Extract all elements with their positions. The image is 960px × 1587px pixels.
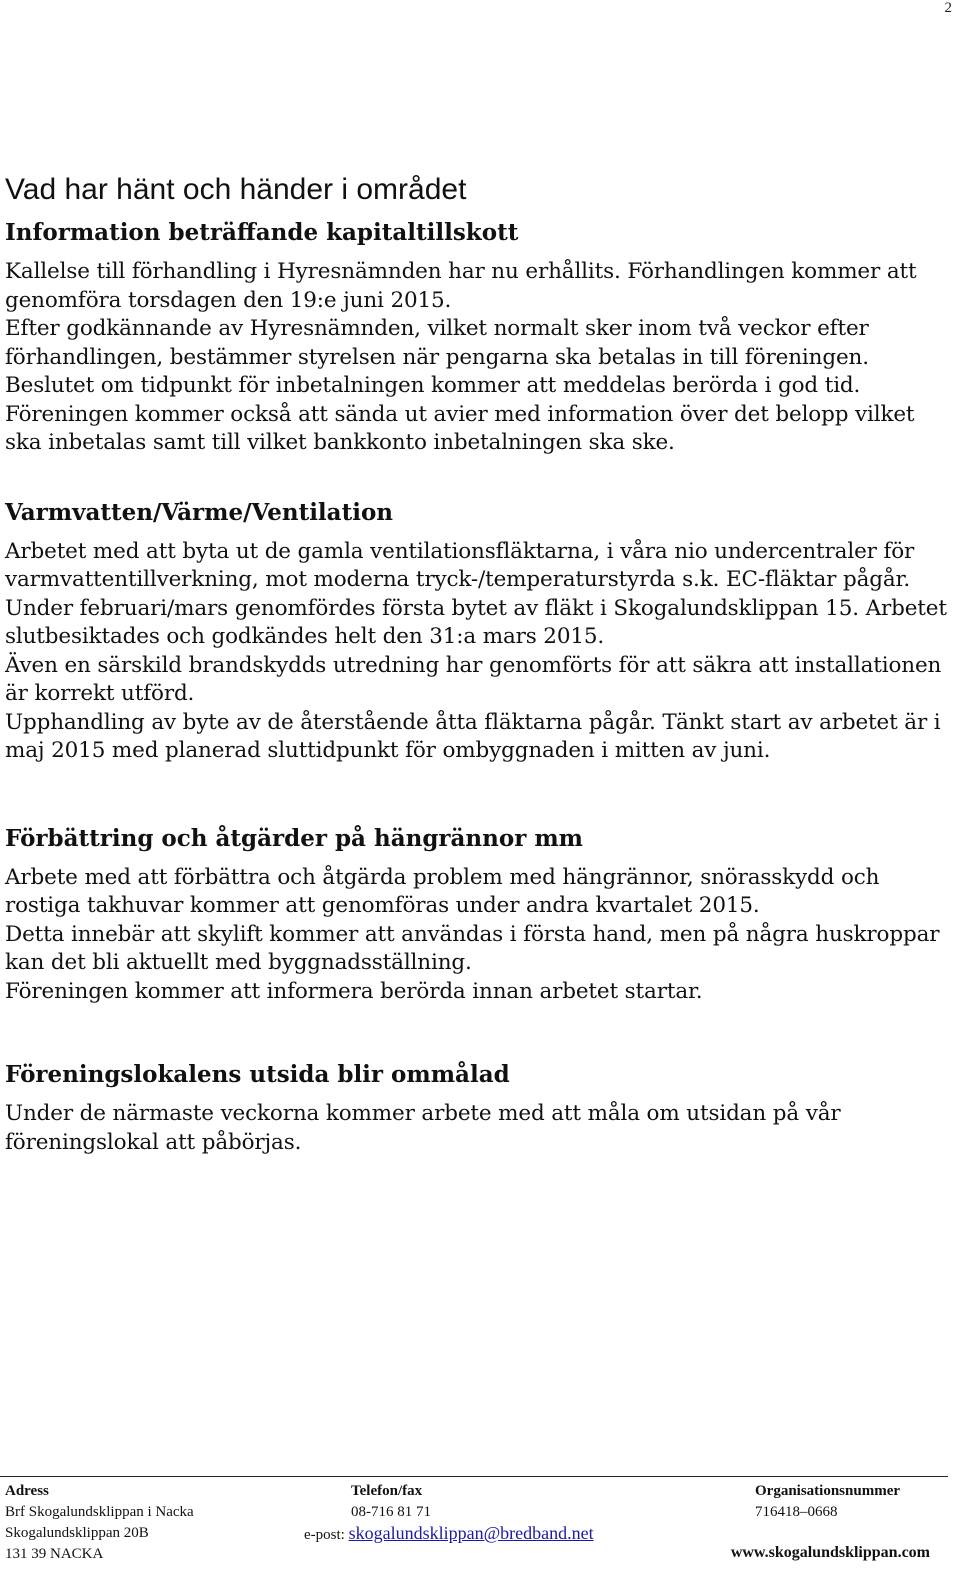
paragraph: Föreningen kommer att informera berörda innan arbetet startar. — [5, 978, 703, 1004]
section-heading: Förbättring och åtgärder på hängrännor mm — [5, 824, 583, 852]
phone-number: 08-716 81 71 — [351, 1504, 431, 1520]
paragraph: Arbetet med att byta ut de gamla ventilationsfläktarna, i våra nio undercentraler för varmvattentillverkning, mot moderna tryck-/temperaturstyrda s.k. EC-fläktar pågår. — [5, 538, 915, 592]
website-link[interactable]: www.skogalundsklippan.com — [730, 1544, 930, 1561]
document-body — [5, 170, 950, 1157]
address-line: 131 39 NACKA — [5, 1546, 104, 1562]
paragraph: Under februari/mars genomfördes första bytet av fläkt i Skogalundsklippan 15. Arbetet slutbesiktades och godkändes helt den 31:a mars 2015. — [5, 595, 947, 649]
section-foreningslokal — [5, 1058, 950, 1157]
footer-address — [5, 1481, 194, 1565]
section-hangrannor — [5, 822, 950, 1007]
section-varmvatten — [5, 496, 950, 766]
paragraph: Efter godkännande av Hyresnämnden, vilket normalt sker inom två veckor efter förhandlingen, bestämmer styrelsen när pengarna ska betalas in till föreningen. — [5, 316, 869, 370]
email-prefix: e-post: — [304, 1527, 345, 1543]
section-heading: Föreningslokalens utsida blir ommålad — [5, 1061, 510, 1088]
paragraph: Upphandling av byte av de återstående åtta fläktarna pågår. Tänkt start av arbetet är i maj 2015 med planerad sluttidpunkt för ombyggnaden i mitten av juni. — [5, 709, 941, 763]
org-number: 716418–0668 — [755, 1504, 838, 1520]
org-label: Organisationsnummer — [755, 1483, 901, 1499]
address-label: Adress — [5, 1483, 49, 1499]
page-footer — [0, 1476, 948, 1562]
paragraph: Under de närmaste veckorna kommer arbete med att måla om utsidan på vår föreningslokal att påbörjas. — [5, 1101, 841, 1155]
paragraph: Även en särskild brandskydds utredning har genomförts för att säkra att installationen är korrekt utförd. — [5, 652, 942, 706]
paragraph: Arbete med att förbättra och åtgärda problem med hängrännor, snörasskydd och rostiga takhuvar kommer att genomföras under andra kvartalet 2015. — [5, 864, 880, 918]
email-link[interactable]: skogalundsklippan@bredband.net — [348, 1523, 594, 1543]
section-kapitaltillskott — [5, 216, 950, 458]
footer-org — [755, 1481, 900, 1523]
page-title: Vad har hänt och händer i området — [5, 173, 467, 206]
section-heading: Information beträffande kapitaltillskott — [5, 219, 519, 246]
paragraph: Beslutet om tidpunkt för inbetalningen kommer att meddelas berörda i god tid. Föreningen kommer också att sända ut avier med information över det belopp vilket ska inbetalas samt till vilket bankkonto inbetalningen ska ske. — [5, 373, 915, 455]
page-number: 2 — [944, 0, 952, 16]
section-heading: Varmvatten/Värme/Ventilation — [5, 498, 394, 526]
address-line: Brf Skogalundsklippan i Nacka — [5, 1504, 194, 1520]
footer-contact — [304, 1481, 594, 1546]
phone-label: Telefon/fax — [351, 1483, 423, 1499]
paragraph: Kallelse till förhandling i Hyresnämnden har nu erhållits. Förhandlingen kommer att genomföra torsdagen den 19:e juni 2015. — [5, 259, 917, 313]
paragraph: Detta innebär att skylift kommer att användas i första hand, men på några huskroppar kan det bli aktuellt med byggnadsställning. — [5, 921, 940, 975]
address-line: Skogalundsklippan 20B — [5, 1525, 149, 1541]
